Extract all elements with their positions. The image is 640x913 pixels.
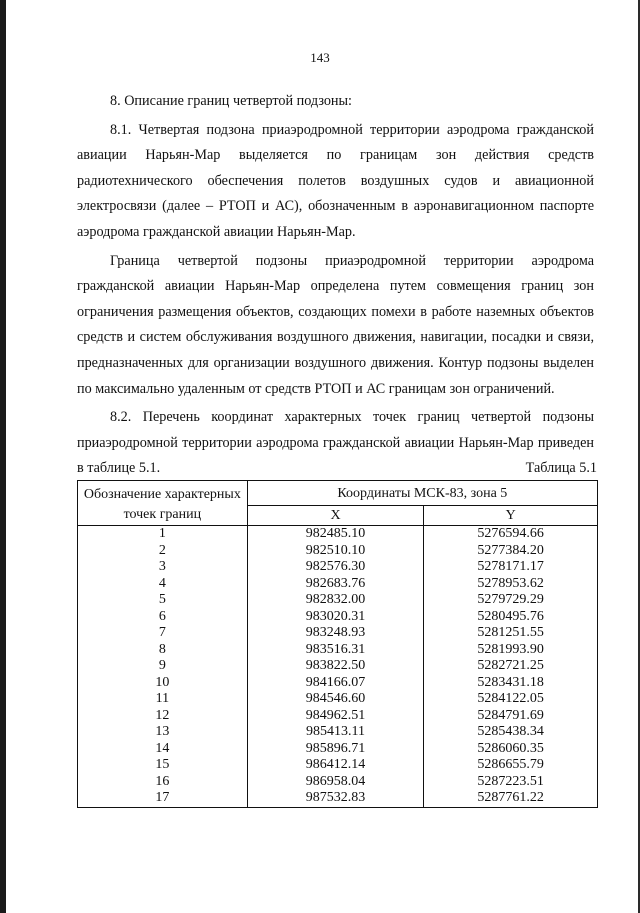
table-caption: Таблица 5.1 <box>525 460 597 476</box>
coordinates-header: Координаты МСК-83, зона 5 <box>247 481 597 506</box>
y-coordinate: 5286655.79 <box>424 757 598 774</box>
point-number: 2 <box>78 543 248 560</box>
point-number: 1 <box>78 526 248 543</box>
table-row <box>78 774 598 791</box>
table-row <box>78 592 598 609</box>
table-row <box>78 526 598 543</box>
x-coordinate: 982576.30 <box>247 559 424 576</box>
table-row <box>78 708 598 725</box>
point-number: 13 <box>78 724 248 741</box>
section-heading: 8. Описание границ четвертой подзоны: <box>110 93 352 109</box>
x-coordinate: 983516.31 <box>247 642 424 659</box>
table-row <box>78 543 598 560</box>
x-coordinate: 986958.04 <box>247 774 424 791</box>
y-coordinate: 5283431.18 <box>424 675 598 692</box>
y-coordinate: 5285438.34 <box>424 724 598 741</box>
table-row <box>78 658 598 675</box>
point-column-header: Обозначение характерных точек границ <box>78 481 248 526</box>
y-coordinate: 5281251.55 <box>424 625 598 642</box>
point-number: 6 <box>78 609 248 626</box>
y-column-header: Y <box>424 506 598 526</box>
paragraph-8-1: 8.1. Четвертая подзона приаэродромной территории аэродрома гражданской авиации Нарьян-Мар выделяется по границам зон действия средств радиотехнического обеспечения полетов воздушных судов и авиационной электросвязи (далее – РТОП и АС), обозначенным в аэронавигационном паспорте аэродрома гражданской авиации Нарьян-Мар. <box>77 121 594 240</box>
x-coordinate: 983248.93 <box>247 625 424 642</box>
y-coordinate: 5287223.51 <box>424 774 598 791</box>
y-coordinate: 5284122.05 <box>424 691 598 708</box>
x-coordinate: 985896.71 <box>247 741 424 758</box>
y-coordinate: 5286060.35 <box>424 741 598 758</box>
x-coordinate: 983020.31 <box>247 609 424 626</box>
table-row <box>78 790 598 807</box>
point-number: 4 <box>78 576 248 593</box>
x-coordinate: 984546.60 <box>247 691 424 708</box>
x-coordinate: 982485.10 <box>247 526 424 543</box>
page-number: 143 <box>310 50 330 65</box>
point-number: 12 <box>78 708 248 725</box>
y-coordinate: 5284791.69 <box>424 708 598 725</box>
point-number: 3 <box>78 559 248 576</box>
point-number: 7 <box>78 625 248 642</box>
x-coordinate: 984962.51 <box>247 708 424 725</box>
x-coordinate: 984166.07 <box>247 675 424 692</box>
table-row <box>78 757 598 774</box>
table-row <box>78 625 598 642</box>
table-row <box>78 609 598 626</box>
point-number: 9 <box>78 658 248 675</box>
table-row <box>78 675 598 692</box>
y-coordinate: 5278953.62 <box>424 576 598 593</box>
table-row <box>78 691 598 708</box>
point-number: 15 <box>78 757 248 774</box>
table-row <box>78 724 598 741</box>
point-number: 8 <box>78 642 248 659</box>
point-number: 14 <box>78 741 248 758</box>
y-coordinate: 5280495.76 <box>424 609 598 626</box>
y-coordinate: 5276594.66 <box>424 526 598 543</box>
x-coordinate: 986412.14 <box>247 757 424 774</box>
point-number: 11 <box>78 691 248 708</box>
y-coordinate: 5282721.25 <box>424 658 598 675</box>
y-coordinate: 5277384.20 <box>424 543 598 560</box>
y-coordinate: 5287761.22 <box>424 790 598 807</box>
x-coordinate: 985413.11 <box>247 724 424 741</box>
y-coordinate: 5279729.29 <box>424 592 598 609</box>
y-coordinate: 5281993.90 <box>424 642 598 659</box>
point-number: 10 <box>78 675 248 692</box>
table-row <box>78 741 598 758</box>
table-row <box>78 576 598 593</box>
table-body <box>78 526 598 808</box>
x-coordinate: 983822.50 <box>247 658 424 675</box>
x-coordinate: 987532.83 <box>247 790 424 807</box>
y-coordinate: 5278171.17 <box>424 559 598 576</box>
point-number: 17 <box>78 790 248 807</box>
point-number: 5 <box>78 592 248 609</box>
point-number: 16 <box>78 774 248 791</box>
paragraph-boundary: Граница четвертой подзоны приаэродромной территории аэродрома гражданской авиации Нарьян-Мар определена путем совмещения границ зон ограничения размещения объектов, создающих помехи в работе наземных объектов средств и систем обслуживания воздушного движения, навигации, посадки и связи, предназначенных для организации воздушного движения. Контур подзоны выделен по максимально удаленным от средств РТОП и АС границам зон ограничений. <box>77 252 594 397</box>
x-coordinate: 982832.00 <box>247 592 424 609</box>
table-row <box>78 559 598 576</box>
x-column-header: X <box>247 506 424 526</box>
paragraph-8-2: 8.2. Перечень координат характерных точек границ четвертой подзоны приаэродромной территории аэродрома гражданской авиации Нарьян-Мар приведен в таблице 5.1. <box>77 409 594 477</box>
table-row <box>78 642 598 659</box>
x-coordinate: 982510.10 <box>247 543 424 560</box>
x-coordinate: 982683.76 <box>247 576 424 593</box>
scan-left-edge <box>0 0 6 913</box>
coordinates-table <box>77 480 598 808</box>
document-body <box>77 89 594 482</box>
